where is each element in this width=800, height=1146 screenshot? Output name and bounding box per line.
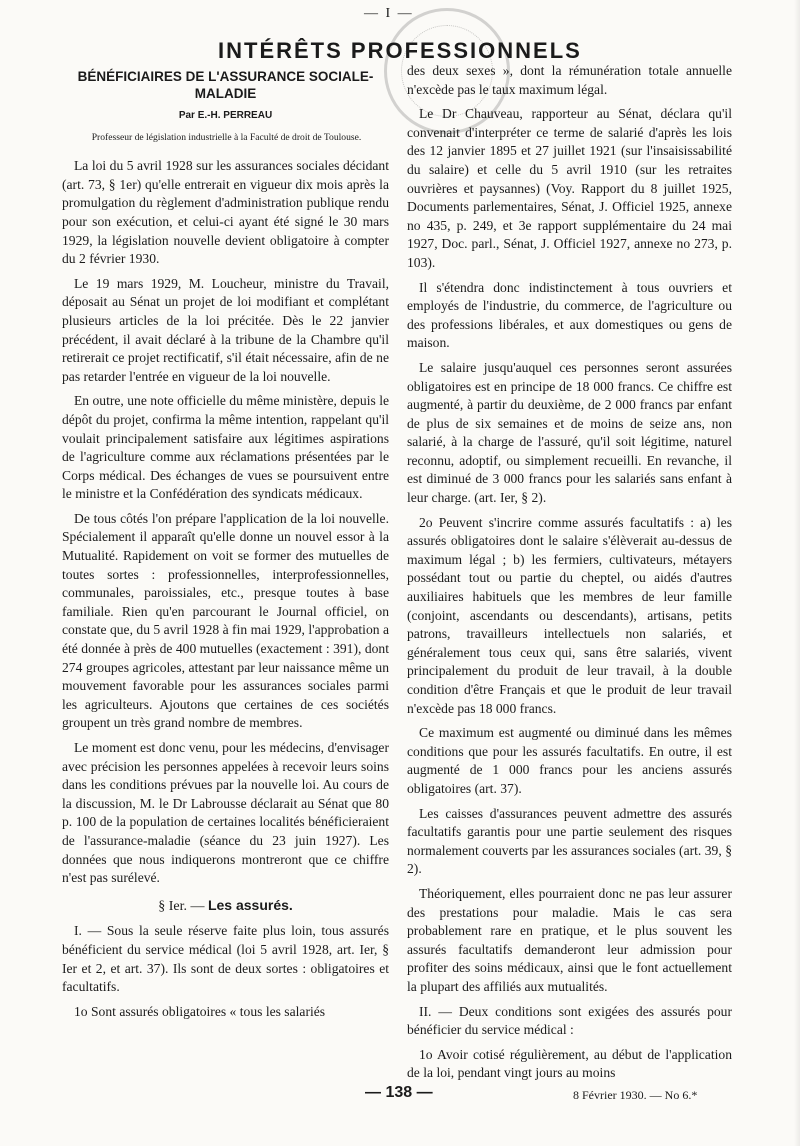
right-paragraph: Le salaire jusqu'auquel ces personnes seront assurées obligatoires est en principe de 18 000 francs. Ce chiffre est augmenté, à partir du deuxième, de 2 000 francs par enfant de plus de six semaines et de moins de seize ans, non salarié, à la charge de l'assuré, qu'il soit légitime, naturel reconnu, adoptif, ou simplement recueilli. En revanche, il est diminué de 3 000 francs pour les salariés sans enfant à leur charge. (art. Ier, § 2). [407,359,732,506]
left-paragraph: 1o Sont assurés obligatoires « tous les salariés [74,1003,326,1019]
right-column [407,62,732,1089]
left-paragraph: Le moment est donc venu, pour les médecins, d'envisager avec précision les personnes appelées à recevoir leurs soins dans les conditions prévues par la nouvelle loi. Au cours de la discussion, M. le Dr Labrousse déclarait au Sénat que 80 p. 100 de la population de certaines localités bénéficieraient de l'assurance-maladie (séance du 23 juin 1927). Les données que nous indiquerons montreront que ce chiffre n'est pas surélevé. [62,740,389,886]
right-paragraph: Le Dr Chauveau, rapporteur au Sénat, déclara qu'il convenait d'interpréter ce terme de salarié d'après les lois des 12 janvier 1895 et 27 juillet 1921 (sur l'insaisissabilité du salaire) et celle du 5 avril 1910 (sur les retraites ouvrières et paysannes) (Voy. Rapport du 8 juillet 1925, Documents parlementaires, Sénat, J. Officiel 1925, annexe no 435, p. 249, et 3e rapport supplémentaire du 24 mai 1927, Doc. parl., Sénat, J. Officiel 1927, annexe no 273, p. 103). [407,106,732,270]
subsection-number: § Ier. — [158,898,205,914]
right-paragraph: II. — Deux conditions sont exigées des assurés pour bénéficier du service médical : [407,1003,732,1038]
left-paragraph: Le 19 mars 1929, M. Loucheur, ministre du Travail, déposait au Sénat un projet de loi modifiant et complétant plusieurs articles de la loi précitée. Dès le 22 janvier précédent, il avait déclaré à la tribune de la Chambre qu'il retirerait ce projet rectificatif, s'il était nécessaire, afin de ne pas retarder l'entrée en vigueur de la loi nouvelle. [62,275,389,384]
article-author: Par E.-H. PERREAU [178,110,273,121]
left-paragraph: En outre, une note officielle du même ministère, depuis le dépôt du projet, confirma la même intention, rappelant qu'il voulait principalement satisfaire aux légitimes aspirations de l'agriculture comme aux réclamations présentées par le Corps médical. Des échanges de vues se poursuivent entre le ministre et la Confédération des syndicats médicaux. [62,393,389,502]
left-paragraph: I. — Sous la seule réserve faite plus loin, tous assurés bénéficient du service médical (loi 5 avril 1928, art. Ier, § Ier et 2, et art. 37). Ils sont de deux sortes : obligatoires et facultatifs. [62,923,389,995]
section-title: INTÉRÊTS PROFESSIONNELS [218,38,582,63]
right-paragraph: 2o Peuvent s'incrire comme assurés facultatifs : a) les assurés obligatoires dont le salaire s'élèverait au-dessus de maximum légal ; b) les fermiers, cultivateurs, métayers possédant tout ou partie du cheptel, ou aidés d'autres auxiliaires habituels que les membres de leur famille (conjoint, ascendants ou descendants), artisans, petits patrons, travailleurs intellectuels non salariés, et généralement tous ceux qui, sans être salariés, vivent principalement du produit de leur travail, à la double condition d'être Français et que le produit de leur travail n'excède pas 18 000 francs. [407,514,732,716]
left-column [62,68,389,1027]
top-page-number: — I — [364,6,414,21]
bottom-page-number: — 138 — [365,1084,433,1101]
subsection-heading [62,896,389,917]
article-title: BÉNÉFICIAIRES DE L'ASSURANCE SOCIALE-MALADIE [77,69,374,101]
left-paragraph: La loi du 5 avril 1928 sur les assurances sociales décidant (art. 73, § 1er) qu'elle entrerait en vigueur dix mois après la promulgation du règlement d'administration publique rendu pour son exécution, et celui-ci ayant été signé le 30 mars 1929, la législation nouvelle devient obligatoire à compter du 2 février 1930. [62,158,389,267]
right-paragraph: Il s'étendra donc indistinctement à tous ouvriers et employés de l'industrie, du commerce, de l'agriculture ou des professions libérales, et aux domestiques ou gens de maison. [407,279,732,351]
right-paragraph: Les caisses d'assurances peuvent admettre des assurés facultatifs garantis pour une partie seulement des risques normalement couverts par les assurances sociales (art. 39, § 2). [407,805,732,877]
right-paragraph: 1o Avoir cotisé régulièrement, au début de l'application de la loi, pendant vingt jours au moins [407,1046,732,1081]
right-paragraph: des deux sexes », dont la rémunération totale annuelle n'excède pas le taux maximum légal. [407,63,732,97]
issue-date: 8 Février 1930. — No 6.* [573,1088,698,1102]
author-affiliation: Professeur de législation industrielle à la Faculté de droit de Toulouse. [91,131,362,143]
right-paragraph: Théoriquement, elles pourraient donc ne pas leur assurer des prestations pour maladie. Mais le cas sera probablement rare en pratique, et le plus souvent les assurés facultatifs demanderont leur admission pour profiter des soins médicaux, ainsi que le font actuellement la plupart des affiliés aux mutualités. [407,885,732,994]
left-paragraph: De tous côtés l'on prépare l'application de la loi nouvelle. Spécialement il apparaît qu'elle donne un nouvel essor à la Mutualité. Rapidement on voit se former des mutuelles de toutes sortes : professionnelles, interprofessionnelles, communales, paroissiales, etc., presque toutes à base familiale. Rien qu'en parcourant le Journal officiel, on constate que, du 5 avril 1928 à fin mai 1929, l'approbation a été donnée à près de 400 mutuelles (exactement : 391), dont 274 groupes agricoles, attestant par leur naissance même un mouvement favorable pour les assurances sociales parmi les agriculteurs. Ajoutons que certaines de ces sociétés groupent un très grand nombre de membres. [62,510,389,731]
subsection-label: Les assurés. [207,896,293,913]
scan-edge-shadow [794,0,800,1146]
right-paragraph: Ce maximum est augmenté ou diminué dans les mêmes conditions que pour les assurés facultatifs. En outre, il est augmenté de 1 000 francs pour les anciens assurés obligatoires (art. 37). [407,725,732,796]
